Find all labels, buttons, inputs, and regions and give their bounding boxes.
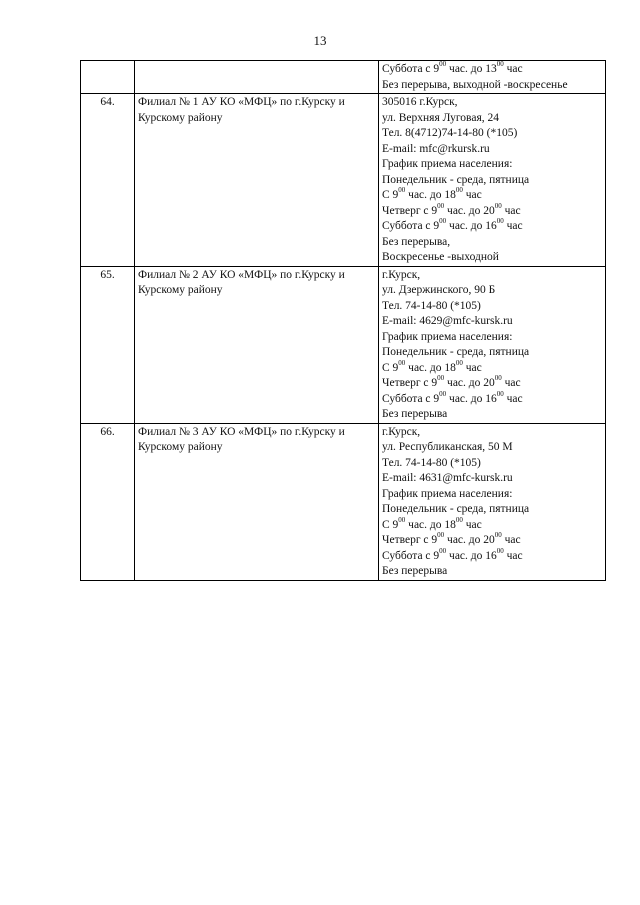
details-cell	[379, 94, 606, 267]
table-row	[81, 94, 606, 267]
number-cell: 64.	[81, 94, 135, 267]
superscript-minutes: 00	[439, 546, 447, 555]
superscript-minutes: 00	[439, 60, 447, 68]
superscript-minutes: 00	[437, 374, 445, 382]
detail-line: Тел. 74-14-80 (*105)	[382, 299, 481, 312]
table-row	[81, 266, 606, 423]
table-row	[81, 423, 606, 580]
branch-name-cell: Филиал № 2 АУ КО «МФЦ» по г.Курску и Курскому району	[135, 266, 379, 423]
number-cell: 66.	[81, 423, 135, 580]
number-cell: 65.	[81, 266, 135, 423]
name-cell	[135, 61, 379, 94]
detail-line: ул. Республиканская, 50 М	[382, 441, 513, 453]
page-number: 13	[313, 33, 327, 48]
branch-name-cell: Филиал № 3 АУ КО «МФЦ» по г.Курску и Курскому району	[135, 423, 379, 580]
superscript-minutes: 00	[398, 186, 406, 194]
superscript-minutes: 00	[496, 60, 504, 68]
detail-line: График приема населения:	[382, 487, 513, 500]
superscript-minutes: 00	[398, 358, 406, 367]
detail-line: Воскресенье -выходной	[382, 251, 499, 263]
detail-line: Без перерыва,	[382, 235, 451, 248]
superscript-minutes: 00	[496, 217, 504, 225]
detail-line: Тел. 8(4712)74-14-80 (*105)	[382, 127, 518, 139]
details-cell	[379, 423, 606, 580]
detail-line: С $9^{00}$ час. до $18^{00}$ час	[382, 515, 482, 531]
superscript-minutes: 00	[439, 389, 447, 398]
detail-line: Без перерыва, выходной -воскресенье	[382, 78, 568, 91]
superscript-minutes: 00	[398, 515, 406, 524]
detail-line: График приема населения:	[382, 330, 513, 343]
superscript-minutes: 00	[496, 389, 504, 398]
detail-line: Суббота с $9^{00}$ час. до $16^{00}$ час	[382, 217, 523, 232]
detail-line: E-mail: 4631@mfc-kursk.ru	[382, 472, 513, 484]
detail-line: 305016 г.Курск,	[382, 96, 458, 108]
detail-line: E-mail: 4629@mfc-kursk.ru	[382, 315, 513, 327]
superscript-minutes: 00	[439, 217, 447, 225]
superscript-minutes: 00	[455, 186, 463, 194]
detail-line: Понедельник - среда, пятница	[382, 173, 530, 186]
superscript-minutes: 00	[455, 515, 463, 524]
details-cell	[379, 61, 606, 94]
detail-line: Тел. 74-14-80 (*105)	[382, 456, 481, 469]
detail-line: Четверг с $9^{00}$ час. до $20^{00}$ час	[382, 374, 521, 389]
branch-name-cell: Филиал № 1 АУ КО «МФЦ» по г.Курску и Курскому району	[135, 94, 379, 267]
detail-line: Суббота с $9^{00}$ час. до $13^{00}$ час	[382, 60, 523, 75]
detail-line: С $9^{00}$ час. до $18^{00}$ час	[382, 186, 482, 201]
detail-line: График приема населения:	[382, 158, 513, 170]
superscript-minutes: 00	[496, 546, 504, 555]
detail-line: Суббота с $9^{00}$ час. до $16^{00}$ час	[382, 389, 523, 405]
detail-line: Четверг с $9^{00}$ час. до $20^{00}$ час	[382, 531, 521, 546]
superscript-minutes: 00	[437, 201, 445, 210]
detail-line: ул. Верхняя Луговая, 24	[382, 111, 499, 124]
superscript-minutes: 00	[437, 531, 445, 539]
branches-table	[80, 60, 606, 581]
detail-line: г.Курск,	[382, 268, 421, 281]
detail-line: Без перерыва	[382, 565, 448, 577]
number-cell	[81, 61, 135, 94]
detail-line: Четверг с $9^{00}$ час. до $20^{00}$ час	[382, 201, 521, 217]
details-cell	[379, 266, 606, 423]
detail-line: Без перерыва	[382, 408, 448, 420]
superscript-minutes: 00	[494, 374, 502, 382]
detail-line: ул. Дзержинского, 90 Б	[382, 284, 496, 296]
table-row-continuation	[81, 61, 606, 94]
superscript-minutes: 00	[455, 358, 463, 367]
detail-line: С $9^{00}$ час. до $18^{00}$ час	[382, 358, 482, 374]
detail-line: Суббота с $9^{00}$ час. до $16^{00}$ час	[382, 546, 523, 562]
detail-line: E-mail: mfc@rkursk.ru	[382, 142, 490, 155]
superscript-minutes: 00	[494, 201, 502, 210]
superscript-minutes: 00	[494, 531, 502, 539]
detail-line: Понедельник - среда, пятница	[382, 503, 530, 515]
detail-line: г.Курск,	[382, 425, 421, 438]
detail-line: Понедельник - среда, пятница	[382, 346, 530, 358]
